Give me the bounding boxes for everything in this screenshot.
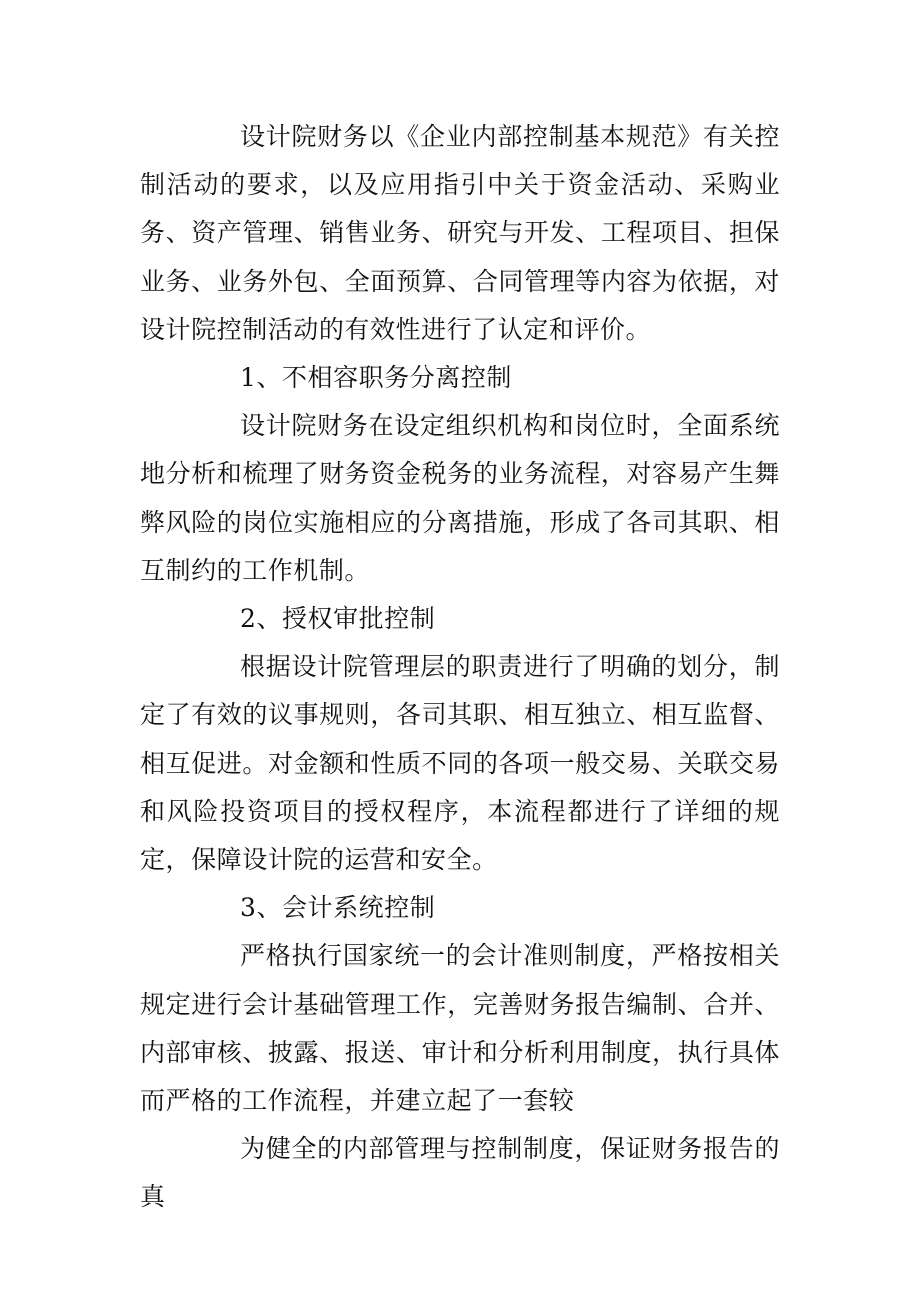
paragraph-section-2: 根据设计院管理层的职责进行了明确的划分，制定了有效的议事规则，各司其职、相互独立、相互监督、相互促进。对金额和性质不同的各项一般交易、关联交易和风险投资项目的授权程序，本流程都进行了详细的规定，保障设计院的运营和安全。 bbox=[140, 652, 780, 875]
paragraph-section-1: 设计院财务在设定组织机构和岗位时，全面系统地分析和梳理了财务资金税务的业务流程，对容易产生舞弊风险的岗位实施相应的分离措施，形成了各司其职、相互制约的工作机制。 bbox=[140, 411, 780, 585]
document-body bbox=[140, 113, 780, 1222]
section-heading-1: 1、不相容职务分离控制 bbox=[240, 363, 512, 393]
paragraph-intro: 设计院财务以《企业内部控制基本规范》有关控制活动的要求，以及应用指引中关于资金活动、采购业务、资产管理、销售业务、研究与开发、工程项目、担保业务、业务外包、全面预算、合同管理等内容为依据，对设计院控制活动的有效性进行了认定和评价。 bbox=[140, 122, 780, 344]
section-heading-3: 3、会计系统控制 bbox=[240, 893, 436, 923]
paragraph-section-3: 严格执行国家统一的会计准则制度，严格按相关规定进行会计基础管理工作，完善财务报告编制、合并、内部审核、披露、报送、审计和分析利用制度，执行具体而严格的工作流程，并建立起了一套较 bbox=[140, 941, 780, 1116]
paragraph-section-3-continued: 为健全的内部管理与控制制度，保证财务报告的真 bbox=[140, 1134, 780, 1212]
section-heading-2: 2、授权审批控制 bbox=[240, 604, 436, 634]
